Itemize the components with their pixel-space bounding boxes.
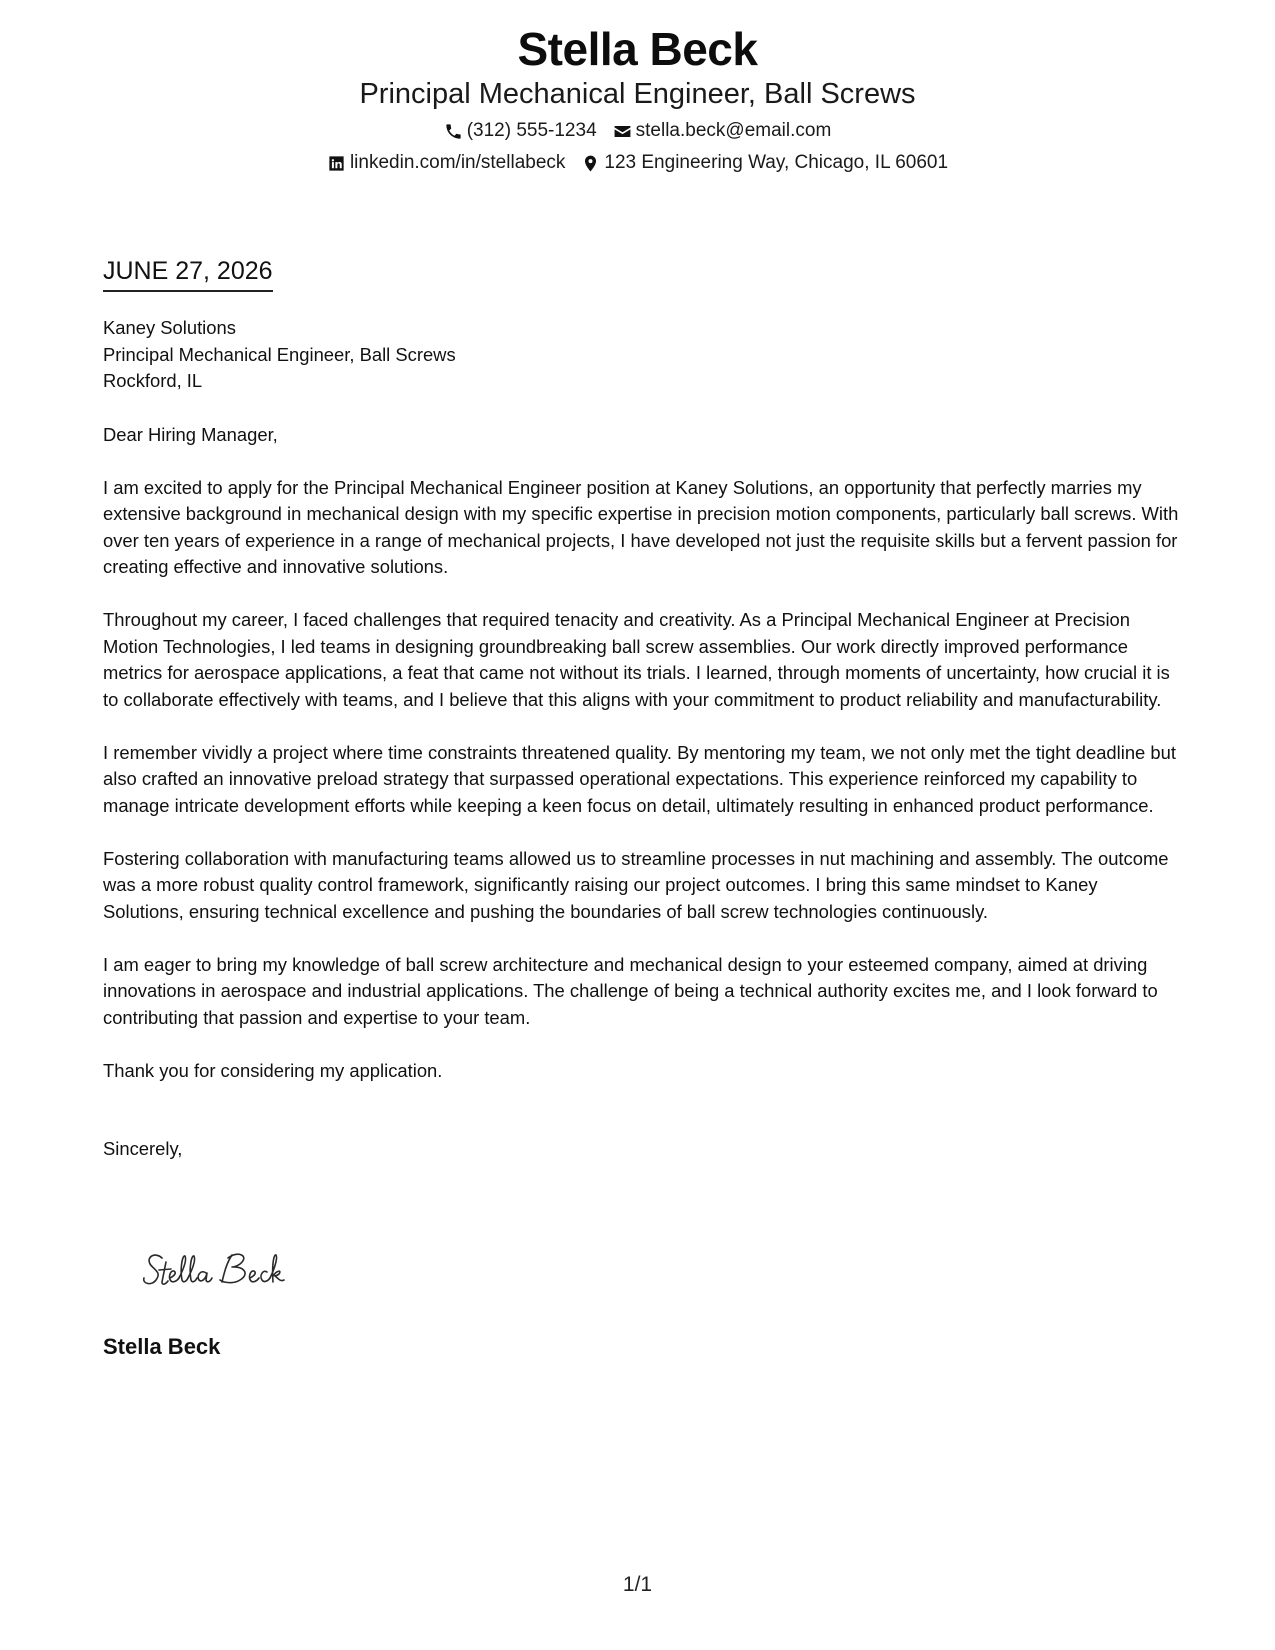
body-paragraph: I remember vividly a project where time constraints threatened quality. By mentoring my team, we not only met the tight deadline but also crafted an innovative preload strategy that surpassed operational expectations. This experience reinforced my capability to manage intricate development efforts while keeping a keen focus on detail, ultimately resulting in enhanced product performance.	[103, 741, 1176, 816]
phone-contact	[444, 118, 597, 144]
closing-line: Thank you for considering my application.	[103, 1059, 443, 1081]
linkedin-contact	[327, 150, 565, 176]
sign-off: Sincerely,	[103, 1138, 183, 1159]
letter-date: JUNE 27, 2026	[103, 256, 273, 292]
body-paragraph: I am eager to bring my knowledge of ball screw architecture and mechanical design to your esteemed company, aimed at driving innovations in aerospace and industrial applications. The challenge of being a technical authority excites me, and I look forward to contributing that passion and expertise to your team.	[103, 953, 1158, 1028]
recipient-position: Principal Mechanical Engineer, Ball Screws	[103, 343, 456, 365]
phone-icon	[444, 122, 463, 141]
phone-number: (312) 555-1234	[466, 120, 597, 141]
handwritten-signature	[140, 1240, 340, 1300]
page-number: 1/1	[622, 1573, 653, 1596]
email-contact	[613, 118, 832, 144]
envelope-icon	[613, 122, 632, 141]
letter-header	[0, 22, 1275, 176]
linkedin-url: linkedin.com/in/stellabeck	[349, 152, 566, 173]
street-address: 123 Engineering Way, Chicago, IL 60601	[604, 152, 949, 173]
recipient-block	[103, 315, 1183, 395]
recipient-company: Kaney Solutions	[103, 317, 236, 338]
contact-row-secondary	[0, 150, 1275, 176]
body-paragraph: Fostering collaboration with manufacturing teams allowed us to streamline processes in nut machining and assembly. The outcome was a more robust quality control framework, significantly raising our project outcomes. I bring this same mindset to Kaney Solutions, ensuring technical excellence and pushing the boundaries of ball screw technologies continuously.	[103, 847, 1169, 922]
applicant-name: Stella Beck	[517, 23, 758, 75]
salutation: Dear Hiring Manager,	[103, 423, 278, 445]
map-pin-icon	[581, 154, 600, 173]
body-paragraph: Throughout my career, I faced challenges that required tenacity and creativity. As a Principal Mechanical Engineer at Precision Motion Technologies, I led teams in designing groundbreaking ball screw assemblies. Our work directly improved performance metrics for aerospace applications, a feat that came not without its trials. I learned, through moments of uncertainty, how crucial it is to collaborate effectively with teams, and I believe that this aligns with your commitment to product reliability and manufacturability.	[103, 609, 1170, 710]
email-address: stella.beck@email.com	[635, 120, 832, 141]
applicant-title: Principal Mechanical Engineer, Ball Screws	[359, 78, 916, 110]
address-contact	[581, 150, 948, 176]
signer-name: Stella Beck	[103, 1334, 221, 1359]
linkedin-icon	[327, 154, 346, 173]
letter-body	[103, 315, 1183, 1189]
contact-row-primary	[0, 118, 1275, 144]
body-paragraph: I am excited to apply for the Principal Mechanical Engineer position at Kaney Solutions, an opportunity that perfectly marries my extensive background in mechanical design with my specific expertise in precision motion components, particularly ball screws. With over ten years of experience in a range of mechanical projects, I have developed not just the requisite skills but a fervent passion for creating effective and innovative solutions.	[103, 476, 1179, 577]
recipient-location: Rockford, IL	[103, 370, 203, 391]
